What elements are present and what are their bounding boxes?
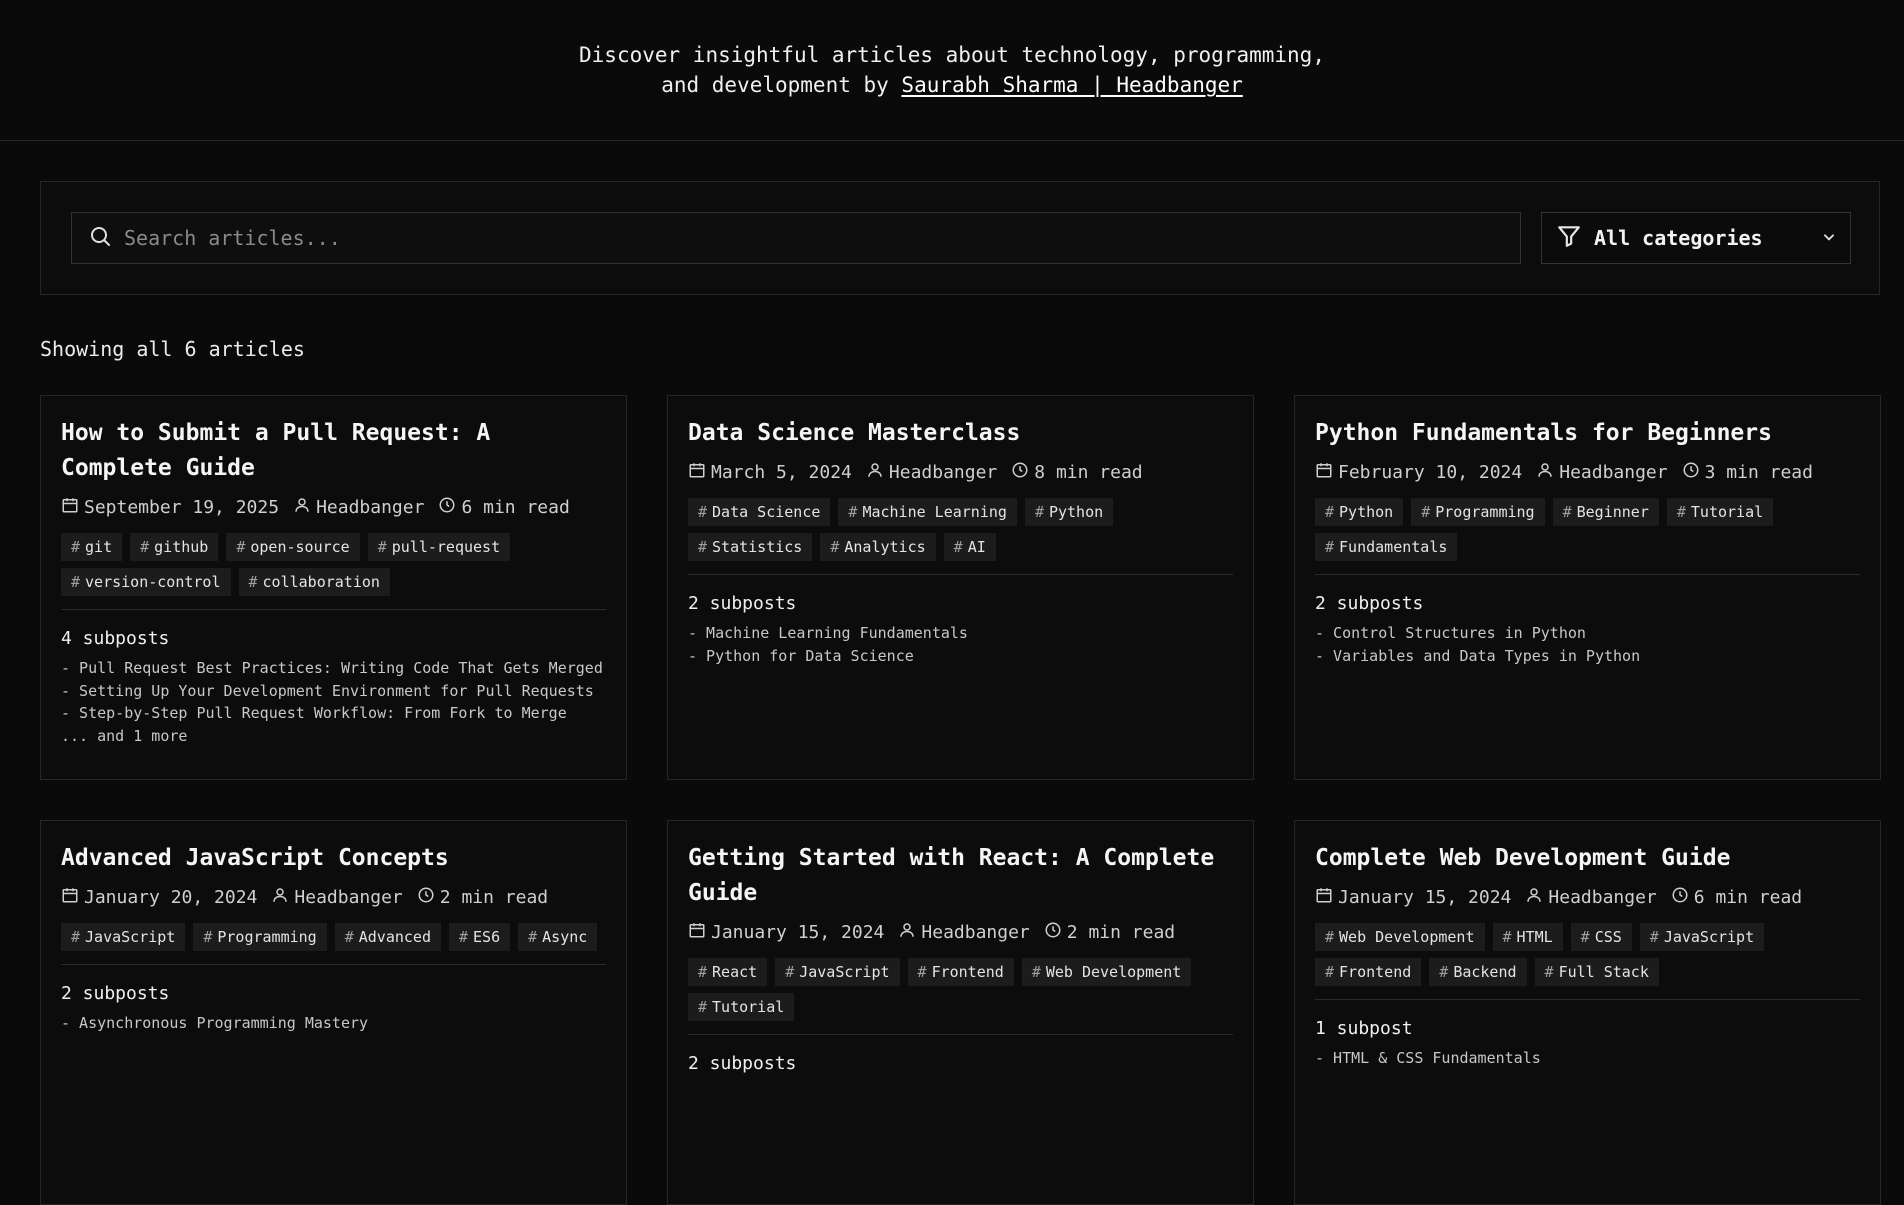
article-title[interactable]: Python Fundamentals for Beginners [1315,420,1772,446]
user-icon [1536,461,1554,484]
article-author-text: Headbanger [316,497,425,518]
subpost-item[interactable]: - Control Structures in Python [1315,624,1586,642]
article-meta [61,886,606,909]
hash-icon: # [1031,963,1041,981]
article-title[interactable]: Complete Web Development Guide [1315,845,1731,871]
hash-icon: # [140,538,150,556]
tag-label: Python [1048,503,1104,521]
hash-icon: # [698,963,708,981]
article-grid [40,395,1880,1205]
divider [61,609,606,610]
tag[interactable] [1315,498,1403,526]
subpost-count: 1 subpost [1315,1018,1413,1039]
tag-label: JavaScript [1663,928,1755,946]
hash-icon: # [785,963,795,981]
tag-list [688,958,1233,1021]
article-meta [688,461,1233,484]
calendar-icon [1315,886,1333,909]
subpost-list [61,657,606,747]
tag[interactable] [335,923,441,951]
hash-icon: # [830,538,840,556]
calendar-icon [61,496,79,519]
tag[interactable] [1429,958,1526,986]
tag-label: Tutorial [1690,503,1764,521]
article-date-text: January 15, 2024 [711,922,885,943]
article-date-text: March 5, 2024 [711,462,852,483]
hash-icon: # [459,928,469,946]
hash-icon: # [377,538,387,556]
hash-icon: # [1649,928,1659,946]
tag[interactable] [61,533,122,561]
tag[interactable] [944,533,996,561]
tag-label: collaboration [262,573,380,591]
hash-icon: # [71,573,81,591]
subpost-count: 2 subposts [61,983,170,1004]
tag[interactable] [61,923,185,951]
subpost-count: 2 subposts [688,1053,797,1074]
article-read-time-text: 6 min read [461,497,570,518]
article-card[interactable] [1294,395,1881,780]
subpost-count: 2 subposts [688,593,797,614]
subpost-item[interactable]: - Python for Data Science [688,646,914,665]
tag[interactable] [688,958,767,986]
tag[interactable] [1493,923,1563,951]
category-select[interactable] [1541,212,1851,264]
article-author-text: Headbanger [888,462,998,483]
hash-icon: # [917,963,927,981]
tag-label: pull-request [391,538,501,556]
clock-icon [1044,921,1062,944]
hero-intro-text: Discover insightful articles about technology, programming, and development by [579,43,1325,97]
tag[interactable] [449,923,510,951]
article-author-text: Headbanger [294,887,403,908]
hash-icon: # [1676,503,1686,521]
calendar-icon [688,921,706,944]
tag[interactable] [1535,958,1659,986]
subpost-item[interactable]: - Asynchronous Programming Mastery [61,1014,369,1032]
calendar-icon [1315,461,1333,484]
clock-icon [1671,886,1689,909]
article-read-time [438,496,569,519]
article-date-text: September 19, 2025 [84,497,280,518]
article-read-time [1682,461,1813,484]
user-icon [898,921,916,944]
subpost-count: 4 subposts [61,628,170,649]
tag[interactable] [226,533,359,561]
article-read-time-text: 2 min read [439,887,549,908]
tag[interactable] [820,533,935,561]
tag[interactable] [838,498,1017,526]
subpost-item[interactable]: - Machine Learning Fundamentals [688,624,968,642]
article-card[interactable] [40,395,627,780]
hash-icon: # [698,998,708,1016]
divider [688,1034,1233,1035]
tag-label: Machine Learning [862,503,1007,521]
tag-label: Programming [217,928,317,946]
hash-icon: # [1034,503,1044,521]
tag[interactable] [1315,923,1485,951]
hash-icon: # [1544,963,1554,981]
tag-label: React [712,963,758,981]
divider [688,574,1233,575]
article-read-time-text: 6 min read [1693,887,1803,908]
tag-label: Frontend [1339,963,1412,981]
article-title[interactable]: Data Science Masterclass [688,420,1021,446]
hash-icon: # [1325,963,1335,981]
tag-list [61,923,606,951]
results-count: Showing all 6 articles [40,337,305,361]
subpost-count: 2 subposts [1315,593,1424,614]
article-author [1536,461,1667,484]
tag-label: version-control [85,573,221,591]
hero-header [0,0,1904,141]
article-read-time [417,886,548,909]
tag-label: git [85,538,113,556]
hash-icon: # [698,503,708,521]
hash-icon: # [1325,503,1335,521]
tag[interactable] [518,923,597,951]
tag-label: github [154,538,209,556]
category-select-label: All categories [1594,226,1763,250]
search-input[interactable] [124,226,1520,250]
article-date [1315,886,1511,909]
tag[interactable] [1315,533,1457,561]
article-date [61,496,279,519]
article-read-time [1671,886,1802,909]
tag-label: Beginner [1576,503,1649,521]
tag[interactable] [193,923,326,951]
article-author-text: Headbanger [921,922,1030,943]
tag-label: Backend [1453,963,1517,981]
user-icon [293,496,311,519]
article-meta [1315,886,1860,909]
hash-icon: # [1502,928,1512,946]
subpost-item[interactable]: ... and 1 more [61,726,188,745]
tag[interactable] [1411,498,1544,526]
filter-icon [1556,223,1582,253]
user-icon [271,886,289,909]
clock-icon [417,886,435,909]
article-read-time [1044,921,1175,944]
tag[interactable] [1022,958,1192,986]
calendar-icon [688,461,706,484]
divider [1315,999,1860,1000]
user-icon [866,461,884,484]
tag-label: JavaScript [85,928,176,946]
subpost-list [1315,1047,1860,1070]
article-read-time [1011,461,1142,484]
article-author-text: Headbanger [1548,887,1657,908]
tag-label: Tutorial [712,998,785,1016]
subpost-item[interactable]: - Step-by-Step Pull Request Workflow: From Fork to Merge [61,704,567,722]
tag-list [61,533,606,596]
article-author-text: Headbanger [1559,462,1668,483]
article-title[interactable]: How to Submit a Pull Request: A Complete Guide [61,420,491,481]
article-date [688,461,852,484]
article-author [866,461,997,484]
clock-icon [1682,461,1700,484]
tag[interactable] [130,533,218,561]
subpost-item[interactable]: - Setting Up Your Development Environment for Pull Requests [61,681,594,700]
hash-icon: # [71,538,81,556]
tag[interactable] [688,498,830,526]
chevron-down-icon [1822,229,1836,248]
article-card[interactable] [667,395,1254,780]
tag[interactable] [775,958,899,986]
tag[interactable] [368,533,510,561]
tag-label: Async [542,928,588,946]
tag-label: Fundamentals [1339,538,1448,556]
hash-icon: # [1325,928,1335,946]
clock-icon [438,496,456,519]
subpost-list [688,622,1233,667]
tag-label: Data Science [712,503,821,521]
hash-icon: # [203,928,213,946]
calendar-icon [61,886,79,909]
article-date [1315,461,1522,484]
article-title[interactable]: Advanced JavaScript Concepts [61,845,449,871]
tag-label: ES6 [473,928,501,946]
tag-label: Python [1339,503,1394,521]
filter-panel [40,181,1880,295]
article-date-text: February 10, 2024 [1338,462,1523,483]
hash-icon: # [1562,503,1572,521]
subpost-list [61,1012,606,1035]
tag-label: Web Development [1045,963,1182,981]
tag-list [1315,498,1860,561]
article-card[interactable] [667,820,1254,1205]
subpost-list [1315,622,1860,667]
article-date [61,886,257,909]
tag[interactable] [1571,923,1632,951]
hash-icon: # [1325,538,1335,556]
tag-list [688,498,1233,561]
tag[interactable] [1553,498,1659,526]
hash-icon: # [953,538,963,556]
tag[interactable] [1667,498,1773,526]
user-icon [1525,886,1543,909]
article-meta [61,496,606,519]
article-author [271,886,402,909]
hash-icon: # [344,928,354,946]
subpost-item[interactable]: - Variables and Data Types in Python [1315,646,1641,665]
article-read-time-text: 8 min read [1034,462,1143,483]
tag[interactable] [1315,958,1421,986]
subpost-item[interactable]: - Pull Request Best Practices: Writing Code That Gets Merged [61,659,603,677]
hash-icon: # [1421,503,1431,521]
article-date-text: January 20, 2024 [84,887,258,908]
article-meta [688,921,1233,944]
search-icon [88,224,112,252]
tag-label: HTML [1516,928,1553,946]
clock-icon [1011,461,1029,484]
tag[interactable] [908,958,1014,986]
hash-icon: # [236,538,246,556]
tag-label: AI [967,538,986,556]
tag-label: CSS [1594,928,1622,946]
author-link[interactable]: Saurabh Sharma | Headbanger [901,73,1243,97]
article-title[interactable]: Getting Started with React: A Complete Guide [688,845,1215,906]
tag[interactable] [688,533,812,561]
hash-icon: # [1439,963,1449,981]
hash-icon: # [848,503,858,521]
hash-icon: # [528,928,538,946]
tag-label: Statistics [712,538,803,556]
divider [1315,574,1860,575]
article-read-time-text: 2 min read [1066,922,1176,943]
tag[interactable] [1025,498,1113,526]
article-card[interactable] [40,820,627,1205]
article-card[interactable] [1294,820,1881,1205]
article-meta [1315,461,1860,484]
divider [61,964,606,965]
tag-label: Programming [1435,503,1535,521]
subpost-item[interactable]: - HTML & CSS Fundamentals [1315,1049,1541,1067]
article-date-text: January 15, 2024 [1338,887,1512,908]
tag[interactable] [239,568,390,596]
tag-label: Frontend [931,963,1004,981]
hash-icon: # [698,538,708,556]
article-author [293,496,424,519]
article-date [688,921,884,944]
tag-label: Full Stack [1558,963,1649,981]
hero-intro [562,40,1342,100]
search-box[interactable] [71,212,1521,264]
tag-label: Analytics [844,538,926,556]
tag[interactable] [688,993,794,1021]
tag[interactable] [61,568,231,596]
tag-label: JavaScript [799,963,890,981]
tag-label: Web Development [1339,928,1475,946]
hash-icon: # [248,573,258,591]
tag-label: open-source [250,538,350,556]
hash-icon: # [1580,928,1590,946]
article-author [898,921,1029,944]
tag-label: Advanced [358,928,431,946]
article-read-time-text: 3 min read [1704,462,1813,483]
article-author [1525,886,1656,909]
tag-list [1315,923,1860,986]
tag[interactable] [1640,923,1764,951]
hash-icon: # [71,928,81,946]
